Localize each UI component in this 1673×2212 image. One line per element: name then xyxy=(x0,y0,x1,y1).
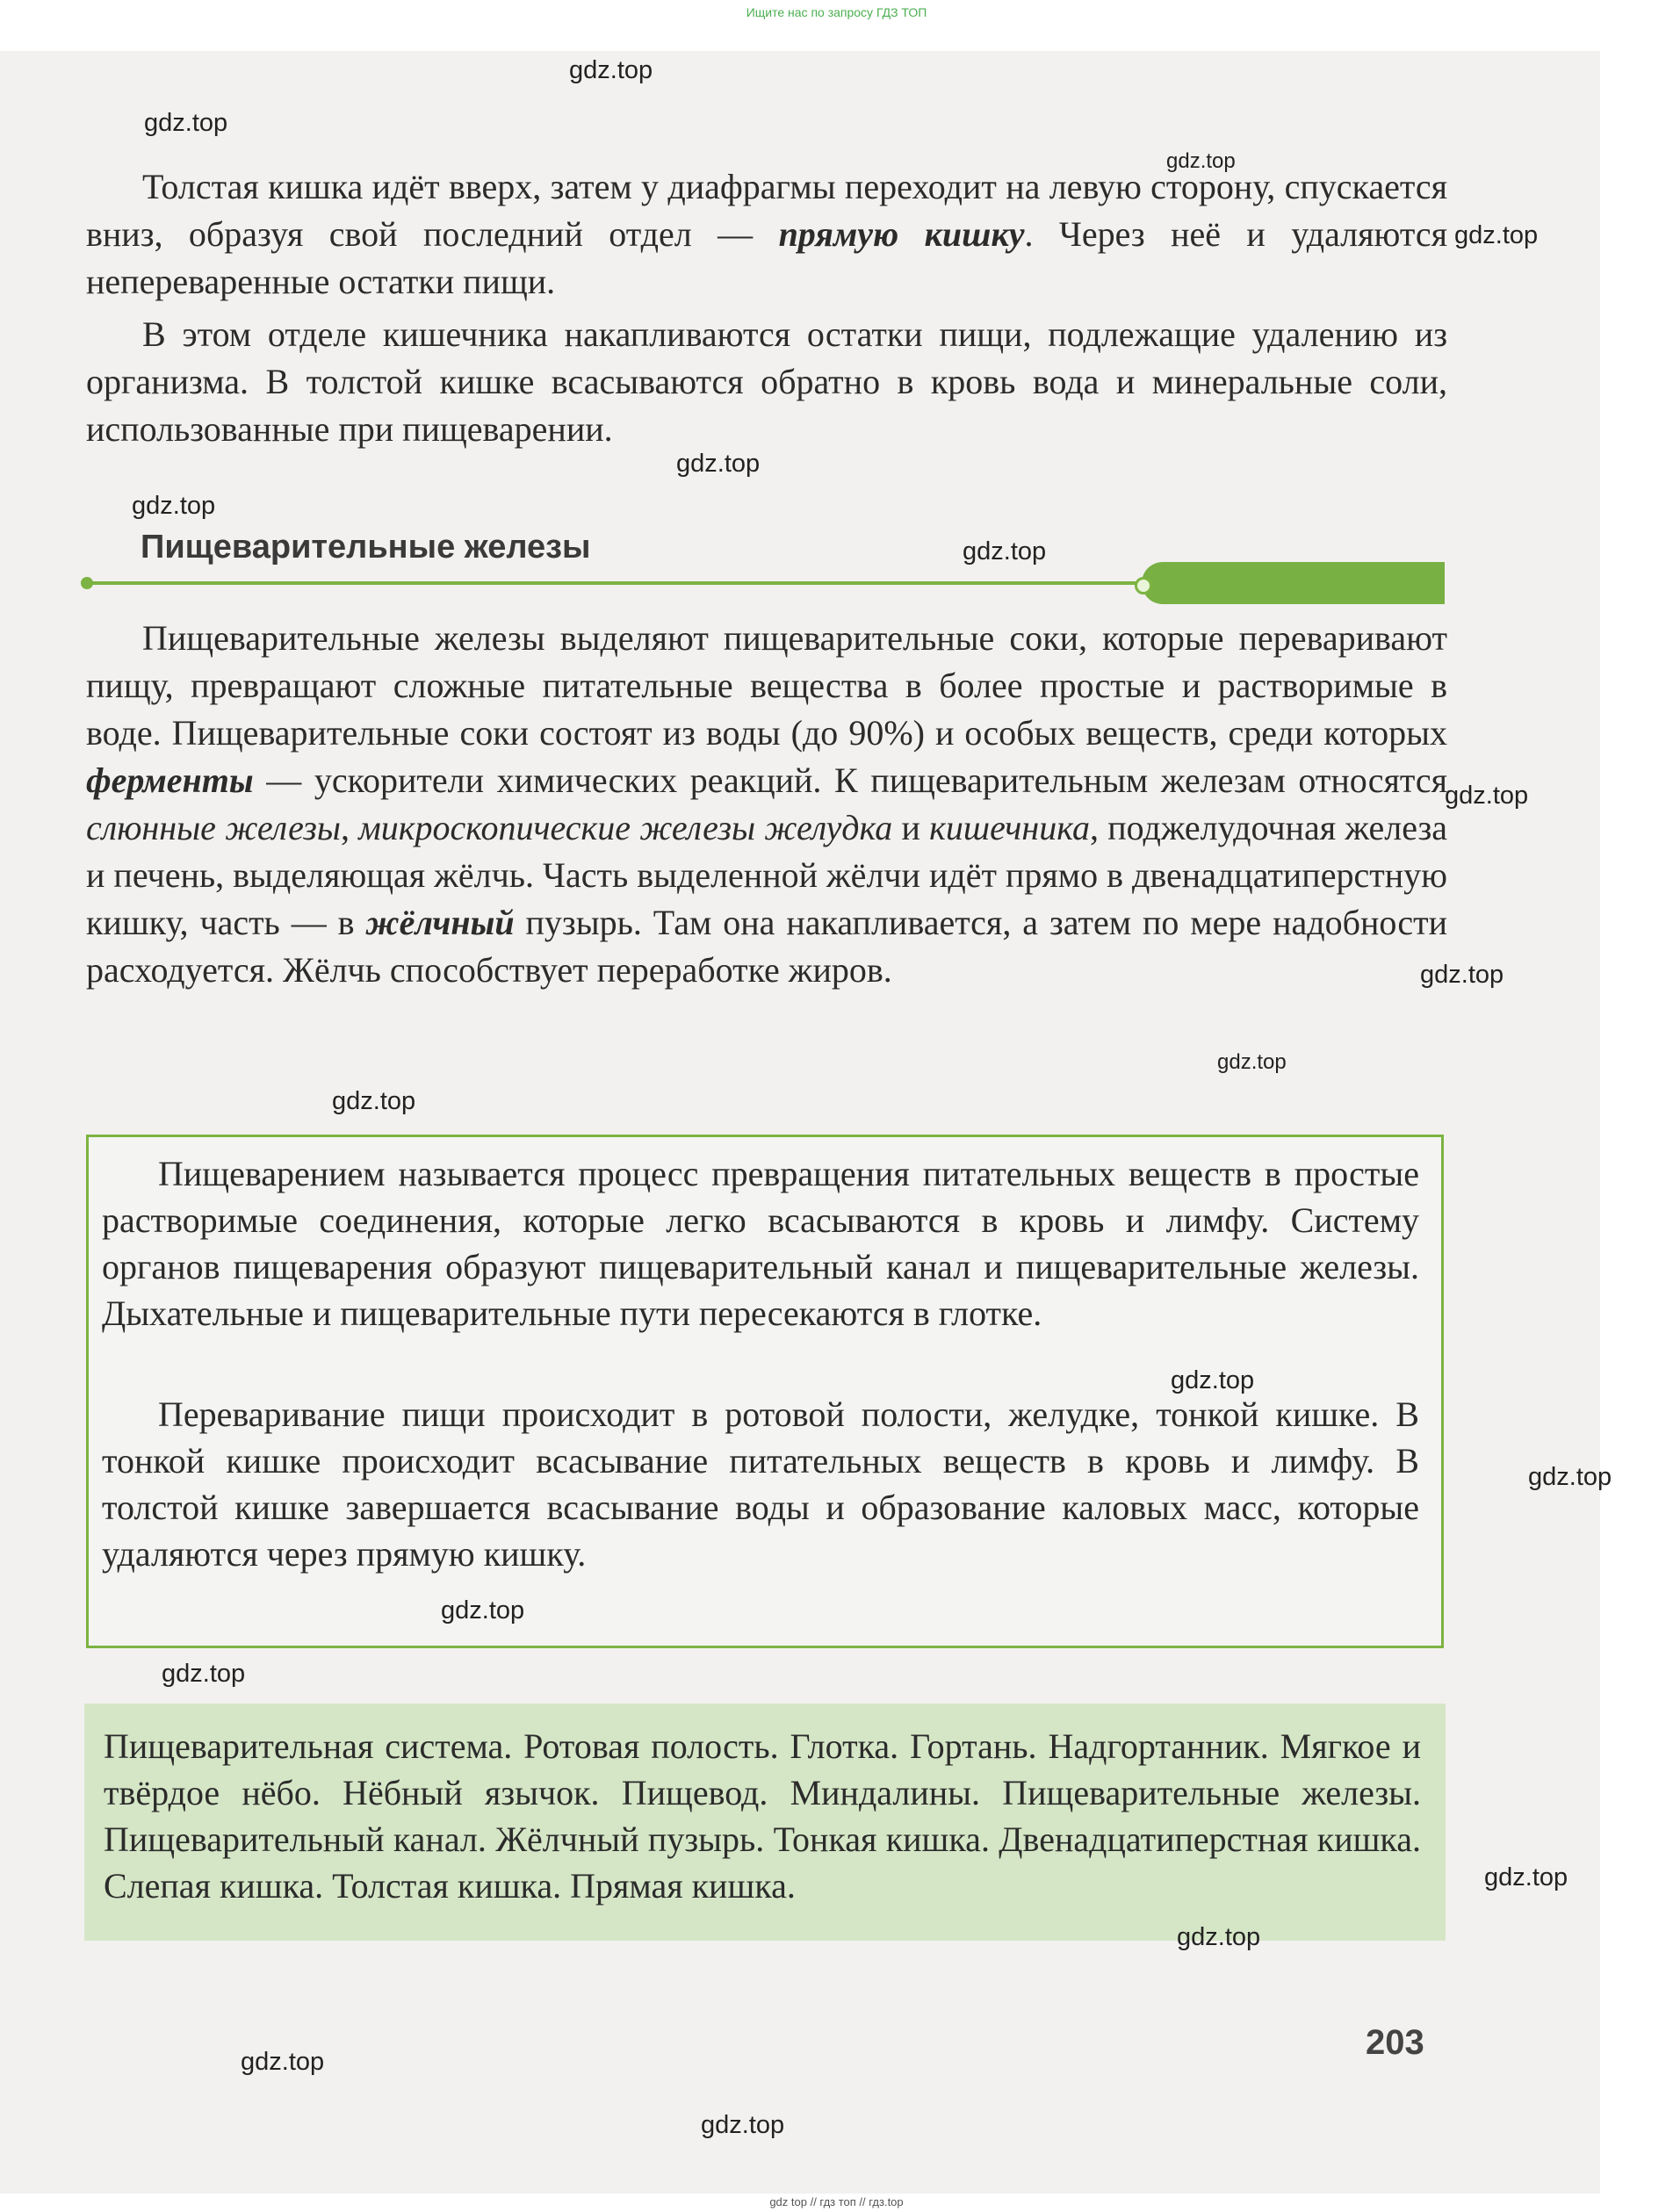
paragraph-1-text-b: . Через неё и удаляются непереваренные остатки пищи. xyxy=(86,214,1448,301)
watermark: gdz.top xyxy=(1177,1923,1261,1951)
paragraph-2: В этом отделе кишечника накапливаются остатки пищи, подлежащие удалению из организма. В толстой кишке всасываются обратно в кровь вода и минеральные соли, использованные при пищеварении. xyxy=(86,314,1447,449)
watermark: gdz.top xyxy=(162,1660,246,1688)
summary-paragraph-1: Пищеварением называется процесс превращения питательных веществ в простые растворимые соединения, которые легко всасываются в кровь и лимфу. Систему органов пищеварения образуют пищеварительный канал и пищеварительные железы. Дыхательные и пищеварительные пути пересекаются в глотке. xyxy=(102,1154,1419,1333)
watermark: gdz.top xyxy=(1484,1863,1568,1891)
watermark: gdz.top xyxy=(1445,782,1529,810)
watermark: gdz.top xyxy=(144,109,228,137)
paragraph-3-text-1: Пищеварительные железы выделяют пищеварительные соки, которые переваривают пищу, превращают сложные питательные вещества в более простые и растворимые в воде. Пищеварительные соки состоят из воды (до 90%) и особых веществ, среди которых xyxy=(86,618,1447,753)
watermark: gdz.top xyxy=(1217,1050,1287,1074)
watermark: gdz.top xyxy=(132,492,216,520)
watermark: gdz.top xyxy=(1171,1366,1255,1394)
paragraph-3-text-6: пузырь. Там она накапливается, а затем по мере надобности расходуется. Жёлчь способствует переработке жиров. xyxy=(86,903,1447,990)
top-note: Ищите нас по запросу ГДЗ ТОП xyxy=(746,5,927,19)
watermark: gdz.top xyxy=(963,537,1047,566)
term-fermenty: ферменты xyxy=(86,760,254,800)
rule-right-dot xyxy=(1135,577,1152,594)
heading-rule xyxy=(86,581,1140,585)
watermark: gdz.top xyxy=(332,1087,416,1115)
term-slyunnye-zhelezy: слюнные железы xyxy=(86,808,341,847)
paragraph-3 xyxy=(86,615,1447,994)
watermark: gdz.top xyxy=(1166,149,1236,173)
page-number: 203 xyxy=(1366,2023,1424,2062)
key-terms-text: Пищеварительная система. Ротовая полость. Глотка. Гортань. Надгортанник. Мягкое и твёрдое нёбо. Нёбный язычок. Пищевод. Миндалины. Пищеварительные железы. Пищеварительный канал. Жёлчный пузырь. Тонкая кишка. Двенадцатиперстная кишка. Слепая кишка. Толстая кишка. Прямая кишка. xyxy=(104,1726,1421,1906)
watermark: gdz.top xyxy=(701,2111,785,2139)
watermark: gdz.top xyxy=(1528,1463,1612,1491)
watermark: gdz.top xyxy=(1420,961,1504,989)
watermark: gdz.top xyxy=(441,1596,525,1625)
paragraph-3-text-2: — ускорители химических реакций. К пищеварительным железам относятся xyxy=(253,760,1447,800)
watermark: gdz.top xyxy=(569,56,653,84)
section-heading: Пищеварительные железы xyxy=(141,529,591,566)
paragraph-3-text-5: , поджелудочная железа и печень, выделяющая жёлчь. Часть выделенной жёлчи идёт прямо в двенадцатиперстную кишку, часть — в xyxy=(86,808,1447,942)
paragraph-3-text-4: и xyxy=(892,808,930,847)
bottom-note: gdz top // гдз топ // гдз.top xyxy=(769,2195,904,2208)
watermark: gdz.top xyxy=(1454,221,1539,249)
watermark: gdz.top xyxy=(241,2048,325,2076)
term-kishechnika: кишечника xyxy=(929,808,1090,847)
watermark: gdz.top xyxy=(676,450,761,478)
heading-rule-bar xyxy=(1142,562,1445,604)
paragraph-1-text-a: Толстая кишка идёт вверх, затем у диафрагмы переходит на левую сторону, спускается вниз, образуя свой последний отдел — xyxy=(86,167,1447,254)
paragraph-1 xyxy=(86,163,1447,306)
term-mikroskopicheskie-zhelezy: микроскопические железы желудка xyxy=(358,808,893,847)
term-zhelchny: жёлчный xyxy=(365,903,515,942)
term-pryamaya-kishka: прямую кишку xyxy=(778,214,1025,254)
paragraph-3-text-3: , xyxy=(341,808,359,847)
summary-paragraph-2: Переваривание пищи происходит в ротовой полости, желудке, тонкой кишке. В тонкой кишке происходит всасывание питательных веществ в кровь и лимфу. В толстой кишке завершается всасывание воды и образование каловых масс, которые удаляются через прямую кишку. xyxy=(102,1394,1419,1574)
